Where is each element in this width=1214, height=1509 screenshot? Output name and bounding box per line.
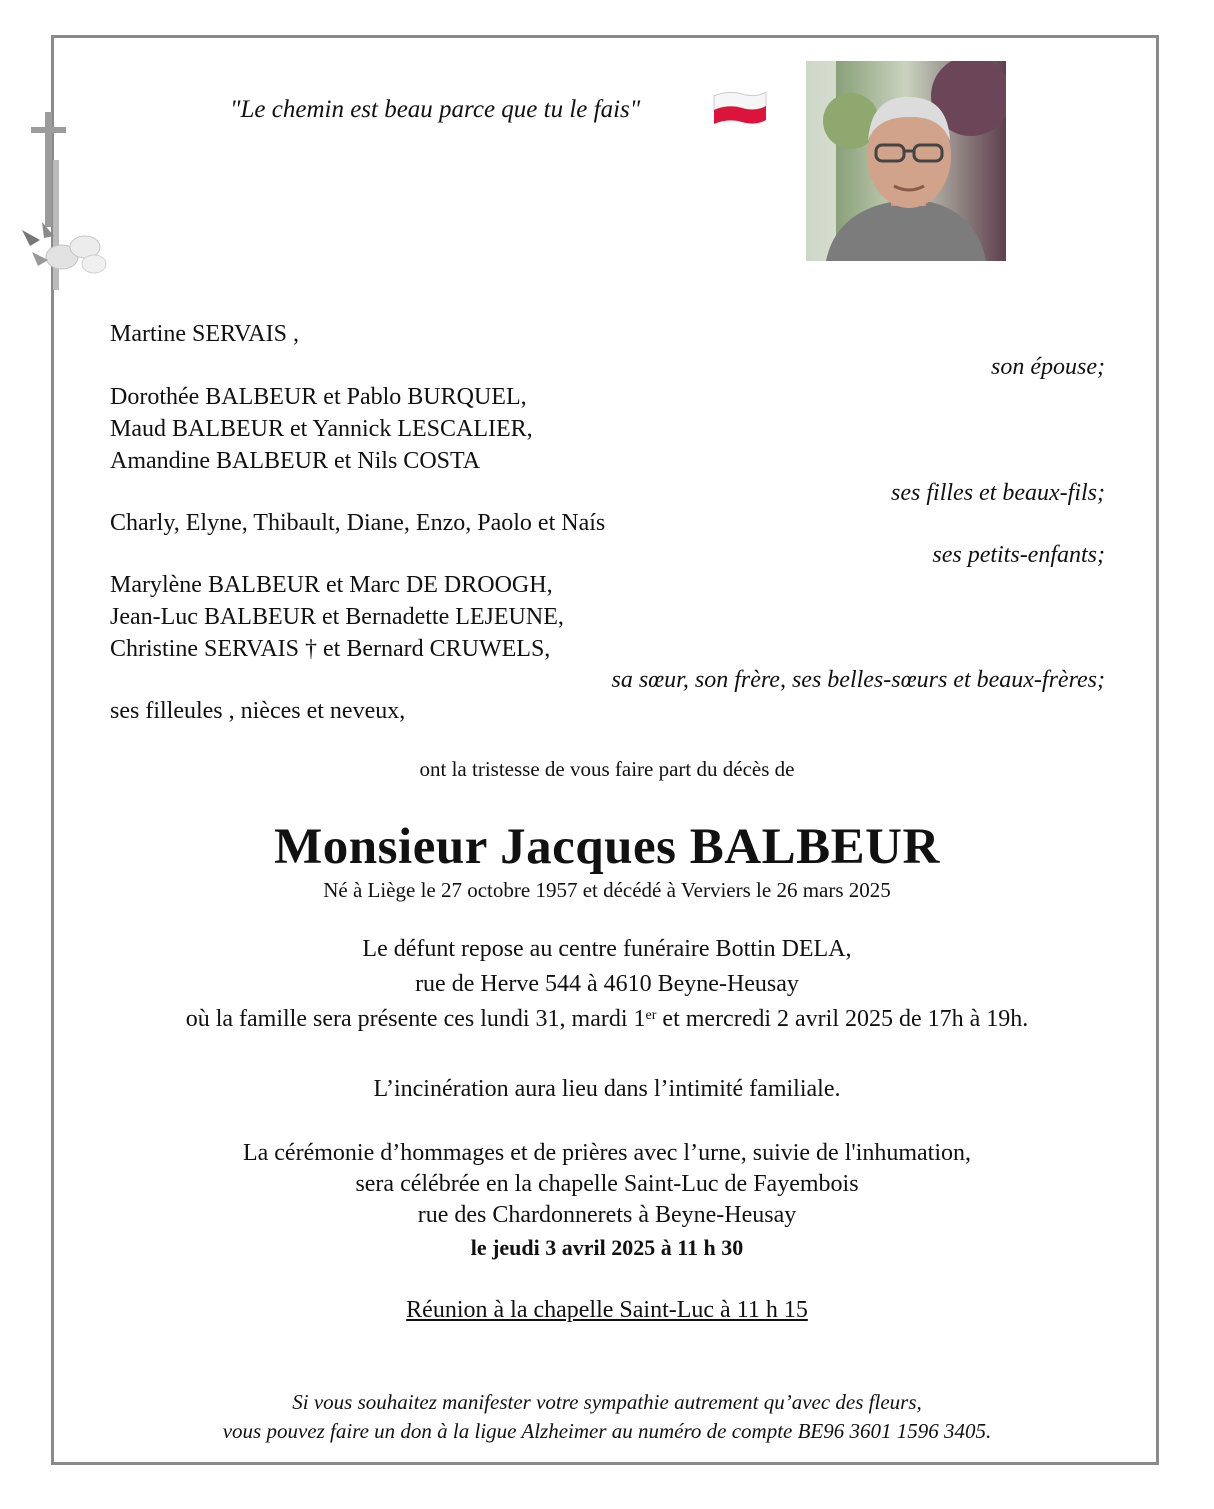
child-line: Maud BALBEUR et Yannick LESCALIER, [110, 416, 533, 442]
meeting-info [0, 1297, 1214, 1324]
spouse-role: son épouse; [991, 354, 1105, 380]
memorial-quote: "Le chemin est beau parce que tu le fais" [230, 96, 641, 123]
visitation-address: rue de Herve 544 à 4610 Beyne-Heusay [415, 971, 799, 997]
sibling-line: Jean-Luc BALBEUR et Bernadette LEJEUNE, [110, 604, 564, 630]
deceased-portrait [806, 61, 1006, 261]
deceased-name: Monsieur Jacques BALBEUR [274, 819, 940, 875]
ceremony-line: La cérémonie d’hommages et de prières avec l’urne, suivie de l'inhumation, [242, 1140, 972, 1166]
siblings-role: sa sœur, son frère, ses belles-sœurs et beaux-frères; [611, 667, 1105, 693]
visitation-line: Le défunt repose au centre funéraire Bottin DELA, [362, 936, 852, 962]
spouse-name: Martine SERVAIS , [110, 321, 299, 347]
ceremony-location: sera célébrée en la chapelle Saint-Luc de Fayembois [355, 1171, 859, 1197]
sibling-line: Christine SERVAIS † et Bernard CRUWELS, [110, 636, 551, 662]
ceremony-address: rue des Chardonnerets à Beyne-Heusay [417, 1202, 797, 1228]
child-line: Dorothée BALBEUR et Pablo BURQUEL, [110, 384, 527, 410]
poland-flag-icon [712, 88, 768, 128]
ceremony-date: le jeudi 3 avril 2025 à 11 h 30 [470, 1235, 744, 1260]
cremation-note: L’incinération aura lieu dans l’intimité familiale. [373, 1076, 841, 1102]
birth-death-dates: Né à Liège le 27 octobre 1957 et décédé à Verviers le 26 mars 2025 [323, 878, 891, 902]
donation-account: vous pouvez faire un don à la ligue Alzheimer au numéro de compte BE96 3601 1596 3405. [222, 1419, 992, 1443]
donation-note: Si vous souhaitez manifester votre sympathie autrement qu’avec des fleurs, [292, 1390, 922, 1414]
other-relatives: ses filleules , nièces et neveux, [110, 698, 406, 724]
sibling-line: Marylène BALBEUR et Marc DE DROOGH, [110, 572, 553, 598]
visitation-hours: où la famille sera présente ces lundi 31, mardi 1er et mercredi 2 avril 2025 de 17h à 19h. [185, 1006, 1029, 1032]
child-line: Amandine BALBEUR et Nils COSTA [110, 448, 481, 474]
announcement-intro: ont la tristesse de vous faire part du décès de [419, 757, 795, 781]
grandchildren-names: Charly, Elyne, Thibault, Diane, Enzo, Paolo et Naís [110, 510, 606, 536]
cross-with-roses-icon [20, 112, 110, 290]
grandchildren-role: ses petits-enfants; [932, 542, 1105, 568]
children-role: ses filles et beaux-fils; [891, 480, 1105, 506]
meeting-text: Réunion à la chapelle Saint-Luc à 11 h 15 [406, 1297, 808, 1323]
